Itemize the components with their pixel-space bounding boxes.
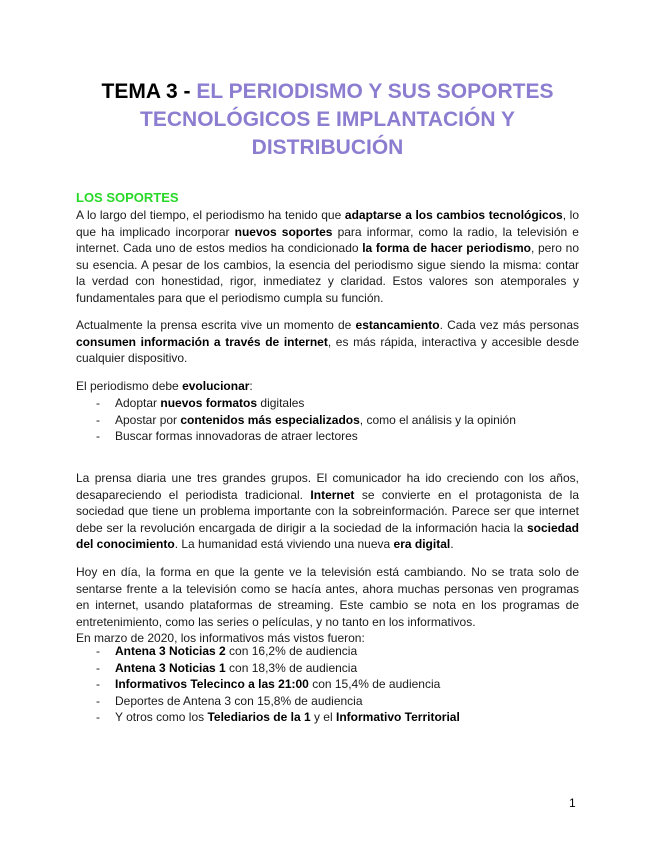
paragraph-3: El periodismo debe evolucionar:	[76, 379, 253, 393]
list-item: - Antena 3 Noticias 2 con 16,2% de audiencia	[76, 643, 579, 660]
list-item: - Apostar por contenidos más especializados, como el análisis y la opinión	[76, 412, 579, 429]
paragraph-1: A lo largo del tiempo, el periodismo ha tenido que adaptarse a los cambios tecnológicos, lo que ha implicado incorporar nuevos soportes para informar, como la radio, la televisión e internet. Cada uno de estos medios ha condicionado la forma de hacer periodismo, pero no su esencia. A pesar de los cambios, la esencia del periodismo sigue siendo la misma: contar la verdad con honestidad, rigor, inmediatez y claridad. Estos valores son atemporales y fundamentales para que el periodismo cumpla su función.	[76, 208, 579, 305]
list-item: - Y otros como los Telediarios de la 1 y el Informativo Territorial	[76, 709, 579, 726]
document-title	[76, 78, 579, 162]
list-item: - Adoptar nuevos formatos digitales	[76, 395, 579, 412]
paragraph-4: La prensa diaria une tres grandes grupos. El comunicador ha ido creciendo con los años, desapareciendo el periodista tradicional. Internet se convierte en el protagonista de la sociedad que tiene un problema importante con la sobreinformación. Parece ser que internet debe ser la revolución encargada de dirigir a la sociedad de la información hacia la sociedad del conocimiento. La humanidad está viviendo una nueva era digital.	[76, 471, 580, 552]
list-item: - Informativos Telecinco a las 21:00 con 15,4% de audiencia	[76, 676, 579, 693]
list-item: - Deportes de Antena 3 con 15,8% de audiencia	[76, 693, 579, 710]
title-line-2: TECNOLÓGICOS E IMPLANTACIÓN Y	[140, 108, 515, 131]
news-ratings-list	[76, 643, 579, 726]
title-line-1: EL PERIODISMO Y SUS SOPORTES	[196, 80, 554, 103]
title-prefix: TEMA 3 -	[101, 80, 197, 103]
list-item: - Antena 3 Noticias 1 con 18,3% de audiencia	[76, 660, 579, 677]
paragraph-2: Actualmente la prensa escrita vive un momento de estancamiento. Cada vez más personas consumen información a través de internet, es más rápida, interactiva y accesible desde cualquier dispositivo.	[76, 318, 579, 366]
page-number: 1	[569, 796, 576, 810]
title-line-3: DISTRIBUCIÓN	[251, 136, 404, 159]
section-heading: LOS SOPORTES	[76, 190, 179, 205]
evolution-list	[76, 395, 579, 445]
list-item: - Buscar formas innovadoras de atraer lectores	[76, 428, 579, 445]
paragraph-5: Hoy en día, la forma en que la gente ve la televisión está cambiando. No se trata solo de sentarse frente a la televisión como se hacía antes, ahora muchas personas ven programas en internet, usando plataformas de streaming. Este cambio se nota en los programas de entretenimiento, como las series o películas, y no tanto en los informativos. En marzo de 2020, los informativos más vistos fueron:	[76, 565, 579, 646]
